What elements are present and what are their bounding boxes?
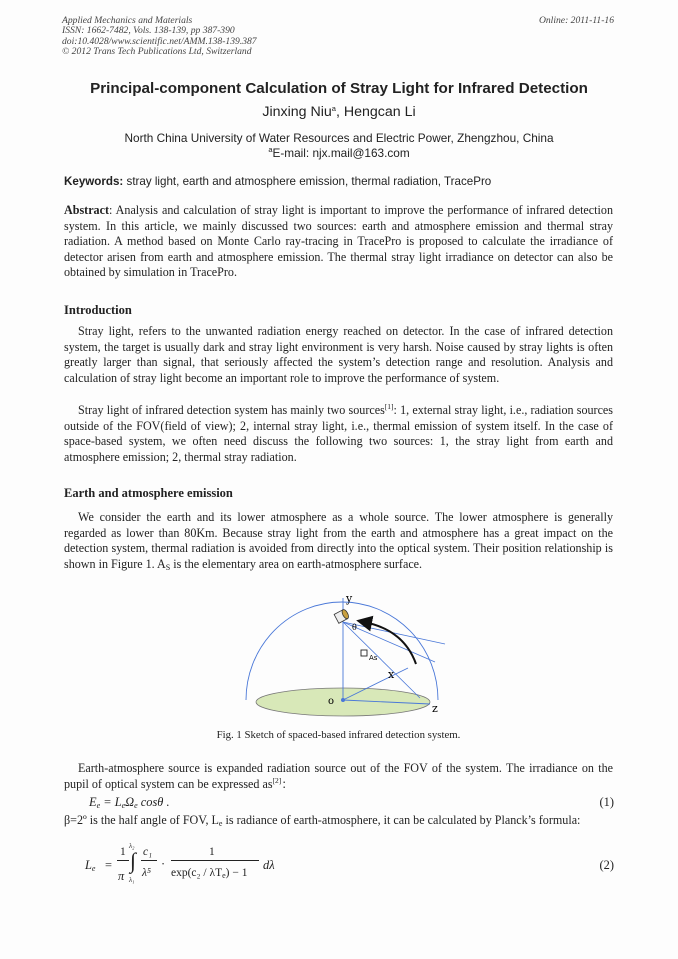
abstract-text: : Analysis and calculation of stray light is important to improve the performance of infrared detection system. In this article, we mainly discussed two sources: earth and atmosphere emission and thermal stray radiation. A method based on Monte Carlo ray-tracing in TracePro is proposed to calculate the irradiance of detector arisen from earth and atmosphere emission. The thermal stray light irradiance on detector can also be obtained by simulation in TracePro. [64, 203, 613, 280]
label-y: y [346, 592, 353, 605]
eq2-lower-limit: λ₁ [129, 876, 135, 884]
earth-p1-sub: S [165, 562, 171, 572]
eq2-c1: c₁ [143, 846, 153, 858]
email-sup: a [268, 144, 273, 154]
label-theta: θ [352, 623, 357, 632]
label-o: o [328, 696, 335, 707]
eq1-sub2: e [121, 801, 126, 810]
eq2-denominator [171, 867, 247, 879]
eq1-sub: e [96, 801, 101, 810]
origin-point [341, 698, 345, 702]
planck-paragraph [64, 813, 613, 829]
view-line [343, 622, 420, 698]
running-header [62, 16, 257, 58]
planck-text-a: β=2º is the half angle of FOV, L [64, 813, 219, 827]
intro-p2-ref: [1] [384, 402, 394, 411]
authors [40, 104, 638, 120]
author-rest: , Hengcan Li [335, 104, 416, 120]
journal-name: Applied Mechanics and Materials [62, 15, 193, 26]
label-as: As [369, 654, 378, 662]
eq2-lhs-sub: e [91, 864, 96, 873]
irradiance-text-a: Earth-atmosphere source is expanded radiation source out of the FOV of the system. The irradiance on the pupil of optical system can be expressed as [64, 761, 613, 791]
earth-p1-a: We consider the earth and its lower atmosphere as a whole source. The lower atmosphere is generally regarded as lower than 80Km. Because stray light from the earth and atmosphere has a great impact on the detection system, thermal radiation is avoided from directly into the optical system. Their position relationship is shown in Figure 1. A [64, 510, 613, 571]
label-z: z [432, 702, 438, 715]
copyright-line: © 2012 Trans Tech Publications Ltd, Switzerland [62, 46, 252, 58]
doi-line: doi:10.4028/www.scientific.net/AMM.138-139.387 [62, 35, 257, 47]
keywords-label: Keywords: [64, 175, 124, 188]
earth-p1-b: is the elementary area on earth-atmosphere surface. [170, 556, 423, 571]
intro-p2-a: Stray light of infrared detection system has mainly two sources [78, 403, 385, 417]
eq2-dot: · [161, 857, 166, 871]
eq1-lhs: E [89, 795, 97, 809]
eq2-den-end: ) − 1 [225, 867, 248, 879]
figure-caption: Fig. 1 Sketch of spaced-based infrared detection system. [216, 729, 461, 741]
introduction-heading: Introduction [64, 303, 132, 317]
online-date: Online: 2011-11-16 [538, 15, 614, 26]
author-first: Jinxing Niu [262, 104, 332, 120]
equation-1-number: (1) [599, 795, 614, 809]
equation-2 [85, 842, 315, 890]
keywords [64, 175, 624, 188]
eq2-equals: = [105, 858, 112, 872]
introduction-p1: Stray light, refers to the unwanted radiation energy reached on detector. In the case of infrared detection system, the target is usually dark and stray light environment is very harsh. Noise caused by stray lights is often greatly larger than signal, that seriously affected the system’s detection range and resolution. Analysis and calculation of stray light become an important role to improve the performance of system. [64, 324, 613, 385]
issn-line: ISSN: 1662-7482, Vols. 138-139, pp 387-390 [62, 25, 235, 37]
eq2-numerator: 1 [209, 846, 215, 858]
eq2-dlambda: dλ [263, 858, 275, 872]
affiliation: North China University of Water Resources and Electric Power, Zhengzhou, China [124, 131, 554, 145]
eq2-lhs [85, 858, 95, 873]
eq2-frac-bar-2 [141, 860, 157, 861]
eq2-pi: π [118, 869, 125, 883]
irradiance-text-b: ： [281, 776, 294, 791]
elementary-area-marker [361, 650, 367, 656]
figure-1 [230, 588, 470, 720]
eq1-part-b: Ω [125, 795, 135, 809]
eq2-one: 1 [120, 846, 126, 858]
eq2-lhs-letter: L [85, 858, 92, 872]
eq2-den-sub: e [222, 871, 226, 880]
abstract [64, 203, 613, 281]
eq2-lambda5: λ⁵ [142, 867, 151, 879]
introduction-p2 [64, 403, 613, 465]
eq1-sub3: e [134, 801, 138, 810]
eq1-part-a: = L [100, 795, 122, 809]
abstract-label: Abstract [64, 203, 110, 217]
email: E-mail: njx.mail@163.com [272, 145, 410, 160]
eq1-part-c: cosθ . [137, 795, 170, 809]
equation-2-number: (2) [599, 858, 614, 872]
eq2-upper-limit: λ₂ [129, 842, 135, 850]
author-first-sup: a [331, 104, 336, 113]
eq2-integral: ∫ [130, 848, 137, 873]
eq2-den-text: exp(c₂ / λT [171, 867, 223, 879]
irradiance-ref: [2] [272, 775, 282, 785]
eq2-frac-bar-1 [117, 860, 129, 861]
label-x: x [388, 668, 395, 681]
keywords-text: stray light, earth and atmosphere emission, thermal radiation, TracePro [126, 175, 492, 188]
irradiance-paragraph [64, 761, 613, 792]
telescope-icon [334, 609, 350, 624]
paper-title: Principal-component Calculation of Stray Light for Infrared Detection [90, 80, 588, 97]
affiliation-block [40, 131, 638, 160]
eq2-frac-bar-3 [171, 860, 259, 861]
earth-p1 [64, 510, 613, 572]
planck-text-b: is radiance of earth-atmosphere, it can be calculated by Planck’s formula: [222, 813, 581, 827]
earth-heading: Earth and atmosphere emission [64, 486, 233, 500]
email-line [40, 146, 638, 161]
planck-sub: e [218, 819, 223, 828]
intro-p2-b: : 1, external stray light, i.e., radiation sources outside of the FOV(field of view); 2, internal stray light, i.e., thermal emission of system itself. In the case of space-based system, we often need discuss the following two sources: 1, the stray light from earth and atmosphere emission; 2, thermal stray radiation. [64, 403, 614, 464]
equation-1 [89, 795, 170, 810]
